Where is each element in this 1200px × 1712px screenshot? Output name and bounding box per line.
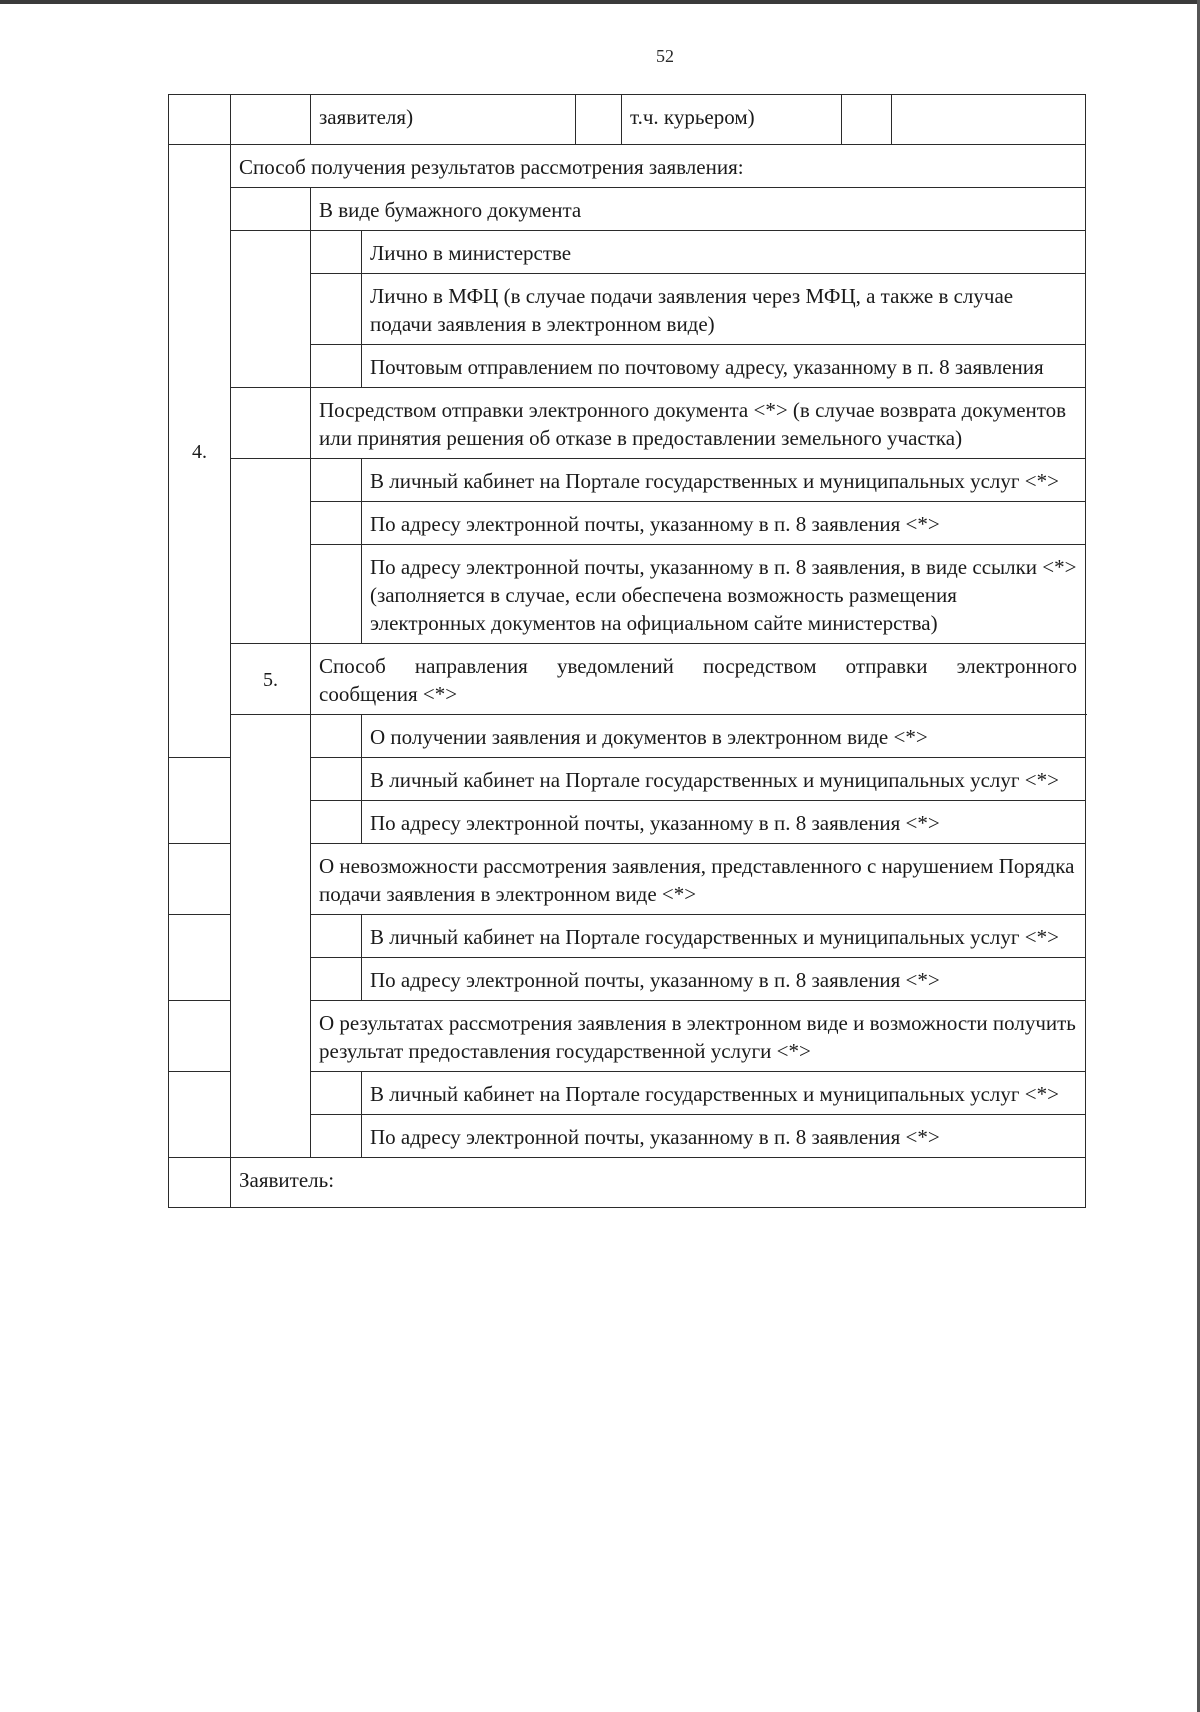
cell-blank [169, 95, 231, 145]
carry-over-row [169, 95, 1086, 145]
section5-group-row [169, 715, 1086, 758]
cell-blank [169, 915, 231, 1001]
section5-group-3-option-1: В личный кабинет на Портале государственных и муниципальных услуг <*> [362, 1072, 1086, 1115]
applicant-label: Заявитель: [231, 1158, 1086, 1208]
checkbox-cell[interactable] [231, 188, 311, 231]
checkbox-cell[interactable] [311, 459, 362, 502]
checkbox-cell[interactable] [231, 95, 311, 145]
section4-electronic-option-2: По адресу электронной почты, указанному в п. 8 заявления <*> [362, 502, 1086, 545]
section5-title [311, 644, 1086, 715]
section4-electronic-option-row [169, 459, 1086, 502]
checkbox-cell[interactable] [842, 95, 892, 145]
checkbox-cell[interactable] [311, 1115, 362, 1158]
cell-blank [169, 758, 231, 844]
section4-paper-label: В виде бумажного документа [311, 188, 1086, 231]
section5-group-1-label: О получении заявления и документов в электронном виде <*> [362, 715, 1086, 758]
section4-paper-option-row [169, 231, 1086, 274]
section5-group-2-option-1: В личный кабинет на Портале государственных и муниципальных услуг <*> [362, 915, 1086, 958]
checkbox-cell[interactable] [169, 1001, 231, 1072]
section5-group-3-label: О результатах рассмотрения заявления в электронном виде и возможности получить результат предоставления государственной услуги <*> [311, 1001, 1086, 1072]
section4-number: 4. [169, 145, 231, 758]
section5-title-line2: сообщения <*> [319, 682, 458, 706]
section4-title: Способ получения результатов рассмотрения заявления: [231, 145, 1086, 188]
checkbox-cell[interactable] [169, 844, 231, 915]
option-text: По адресу электронной почты, указанному в п. 8 заявления, в виде ссылки <*> [370, 555, 1077, 579]
checkbox-cell[interactable] [311, 958, 362, 1001]
page-edge-top [0, 0, 1200, 4]
section4-paper-option-1: Лично в министерстве [362, 231, 1086, 274]
cell-blank [892, 95, 1086, 145]
section4-title-row [169, 145, 1086, 188]
cell-blank [169, 1158, 231, 1208]
section4-electronic-label: Посредством отправки электронного документа <*> (в случае возврата документов или принятия решения об отказе в предоставлении земельного участка) [311, 388, 1086, 459]
section4-paper-option-2: Лично в МФЦ (в случае подачи заявления через МФЦ, а также в случае подачи заявления в электронном виде) [362, 274, 1086, 345]
section5-title-row [169, 644, 1086, 715]
checkbox-cell[interactable] [311, 758, 362, 801]
section4-electronic-row [169, 388, 1086, 459]
checkbox-cell[interactable] [311, 801, 362, 844]
cell-blank [231, 459, 311, 644]
section5-group-2-option-2: По адресу электронной почты, указанному в п. 8 заявления <*> [362, 958, 1086, 1001]
section5-group-1-option-2: По адресу электронной почты, указанному в п. 8 заявления <*> [362, 801, 1086, 844]
checkbox-cell[interactable] [231, 388, 311, 459]
cell-blank [231, 231, 311, 388]
checkbox-cell[interactable] [311, 345, 362, 388]
section5-title-line1: Способ направления уведомлений посредством отправки электронного [319, 654, 1077, 678]
checkbox-cell[interactable] [311, 545, 362, 644]
checkbox-cell[interactable] [311, 502, 362, 545]
carry-over-text-b: т.ч. курьером) [622, 95, 842, 145]
checkbox-cell[interactable] [311, 274, 362, 345]
carry-over-text-a: заявителя) [311, 95, 576, 145]
section4-electronic-option-3 [362, 545, 1086, 644]
section4-paper-option-3: Почтовым отправлением по почтовому адресу, указанному в п. 8 заявления [362, 345, 1086, 388]
checkbox-cell[interactable] [311, 915, 362, 958]
section5-group-3-option-2: По адресу электронной почты, указанному в п. 8 заявления <*> [362, 1115, 1086, 1158]
checkbox-cell[interactable] [311, 715, 362, 758]
checkbox-cell[interactable] [576, 95, 622, 145]
section4-paper-row [169, 188, 1086, 231]
page-number: 52 [656, 46, 674, 66]
cell-blank [231, 715, 311, 1158]
applicant-row [169, 1158, 1086, 1208]
section4-electronic-option-1: В личный кабинет на Портале государственных и муниципальных услуг <*> [362, 459, 1086, 502]
application-form-table [168, 94, 1086, 1208]
section5-number: 5. [231, 644, 311, 715]
section5-group-1-option-1: В личный кабинет на Портале государственных и муниципальных услуг <*> [362, 758, 1086, 801]
option-note: (заполняется в случае, если обеспечена возможность размещения электронных документов на официальном сайте министерства) [370, 583, 957, 635]
checkbox-cell[interactable] [311, 231, 362, 274]
section5-group-2-label: О невозможности рассмотрения заявления, представленного с нарушением Порядка подачи заявления в электронном виде <*> [311, 844, 1086, 915]
checkbox-cell[interactable] [311, 1072, 362, 1115]
cell-blank [169, 1072, 231, 1158]
